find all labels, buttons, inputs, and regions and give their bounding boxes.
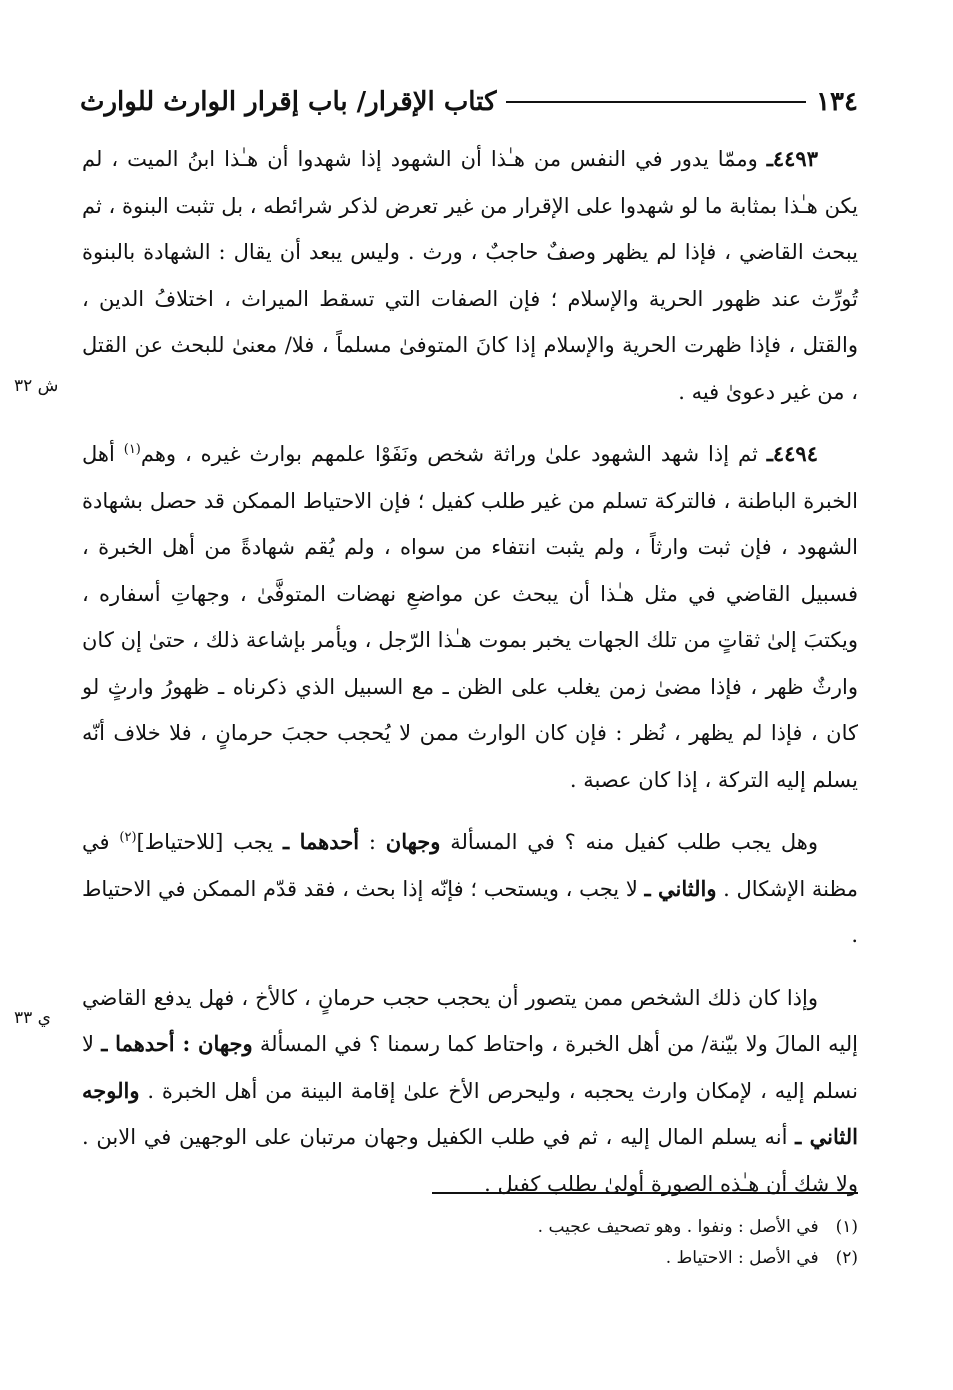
- paragraph-text: ثم إذا شهد الشهود علىٰ وراثة شخص ونَفَوْا علمهم بوارث غيره ، وهم: [140, 442, 758, 466]
- bold-run: أحدهما ـ: [282, 829, 360, 854]
- running-title: كتاب الإقرار/ باب إقرار الوارث للوارث: [80, 87, 497, 117]
- text-run: في مظنة الإشكال .: [82, 830, 858, 901]
- footnote-text: في الأصل : ونفوا . وهو تصحيف عجيب .: [537, 1217, 819, 1237]
- text-run: لا يجب ، ويستحب ؛ فإنّه إذا بحث ، فقد قدّم الممكن في الاحتياط .: [82, 876, 858, 947]
- paragraph-text: أهل الخبرة الباطنة ، فالتركة تسلم من غير طلب كفيل ؛ فإن الاحتياط الممكن قد حصل بشهادة الشهود ، فإن ثبت وارثاً ، ولم يثبت انتفاء من سواه ، ولم يُقم شهادةً من أهل الخبرة ، فسبيل القاضي في مثل هـٰذا أن يبحث عن مواضعِ نهضات المتوفَّىٰ ، وجهاتِ أسفاره ، ويكتبَ إلىٰ ثقاتٍ من تلك الجهات يخبر بموت هـٰذا الرّجل ، ويأمر بإشاعة ذلك ، حتىٰ إن كان وارثٌ ظهر ، فإذا مضىٰ زمن يغلب على الظن ـ مع السبيل الذي ذكرناه ـ ظهورُ وارثٍ لو كان ، فإذا لم يظهر ، نُظر : فإن كان الوارث ممن لا يُحجب حجبَ حرمانٍ ، فلا خلاف أنّه يسلم إليه التركة ، إذا كان عصبة .: [82, 442, 858, 792]
- footnote-ref: (٢): [119, 830, 137, 845]
- text-run: وهل يجب طلب كفيل منه ؟ في المسألة: [450, 830, 818, 854]
- text-run: أنه يسلم المال إليه ، ثم في طلب الكفيل وجهان مرتبان على الوجهين في الابن . ولا شك أن هـٰذه الصورة أولىٰ بطلب كفيل .: [82, 1125, 858, 1196]
- footnote-item: [300, 1243, 858, 1274]
- running-header: [80, 78, 858, 126]
- body-text: [82, 136, 858, 1207]
- paragraph-4494: [82, 431, 858, 803]
- header-rule: [506, 101, 806, 103]
- footnote-number: (٢): [835, 1248, 858, 1268]
- paragraph-4493: [82, 136, 858, 415]
- bold-run: والثاني ـ: [644, 875, 717, 901]
- text-run: وإذا كان ذلك الشخص ممن يتصور أن يحجب حجب حرمانٍ ، كالأخ ، فهل يدفع القاضي إليه المالَ ولا بيّنة/ من أهل الخبرة ، واحتاط كما رسمنا ؟ في المسألة: [82, 985, 858, 1056]
- footnote-text: في الأصل : الاحتياط .: [665, 1248, 819, 1268]
- text-run: لا نسلم إليه ، لإمكان وارث يحجبه ، وليحرص الأخ علىٰ إقامة البينة من أهل الخبرة .: [82, 1032, 858, 1103]
- paragraph-number: ٤٤٩٤ـ: [766, 441, 818, 466]
- footnote-ref: (١): [123, 442, 141, 457]
- text-run: :: [368, 830, 376, 854]
- paragraph-text: وممّا يدور في النفس من هـٰذا أن الشهود إذا شهدوا أن هـٰذا ابنُ الميت ، لم يكن هـٰذا بمثابة ما لو شهدوا على الإقرار من غير تعرض لذكر شرائطه ، بل تثبت البنوة ، ثم يبحث القاضي ، فإذا لم يظهر وصفٌ حاجبٌ ، ورث . وليس يبعد أن يقال : الشهادة بالبنوة تُورِّث عند ظهور الحرية والإسلام ؛ فإن الصفات التي تسقط الميراث ، اختلافُ الدين ، والقتل ، فإذا ظهرت الحرية والإسلام إذا كانَ المتوفىٰ مسلماً ، فلا/ معنىٰ للبحث عن القتل ، من غير دعوىٰ فيه .: [82, 147, 858, 404]
- footnote-item: [300, 1212, 858, 1243]
- footnote-divider: [432, 1192, 858, 1194]
- footnotes: [300, 1212, 858, 1274]
- paragraph-kafil: [82, 819, 858, 959]
- paragraph-akh: [82, 975, 858, 1208]
- footnote-number: (١): [835, 1217, 858, 1237]
- text-run: يجب [للاحتياط]: [136, 830, 274, 854]
- margin-note-manuscript-folio: ي ٣٣: [14, 1008, 51, 1028]
- margin-note-manuscript-folio: ش ٣٢: [14, 376, 59, 396]
- bold-run: والوجه الثاني ـ: [82, 1077, 858, 1149]
- bold-run: وجهان : أحدهما ـ: [101, 1031, 253, 1056]
- paragraph-number: ٤٤٩٣ـ: [766, 146, 818, 171]
- page-number: ١٣٤: [816, 87, 858, 117]
- bold-run: وجهان: [385, 829, 441, 854]
